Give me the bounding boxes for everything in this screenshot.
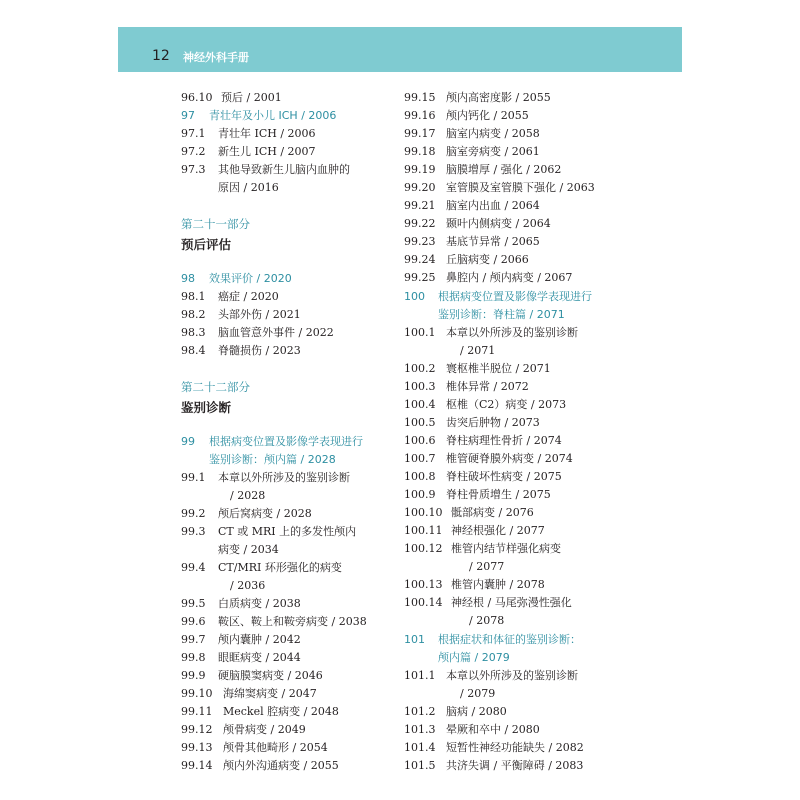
entry-title: 脑病 / 2080 — [446, 705, 507, 718]
entry-number: 99.23 — [404, 235, 436, 248]
entry-number: 100.14 — [404, 596, 443, 609]
entry-number: 100.6 — [404, 434, 436, 447]
entry-number: 99.8 — [181, 651, 206, 664]
entry-number: 99.6 — [181, 615, 206, 628]
entry-title: 脑室内病变 / 2058 — [446, 127, 540, 140]
entry-title: 颞叶内侧病变 / 2064 — [446, 217, 551, 230]
entry-number: 99.11 — [181, 705, 213, 718]
toc-entry-continuation: / 2036 — [230, 579, 266, 592]
toc-entry-continuation: / 2077 — [469, 560, 505, 573]
toc-entry-continuation: / 2079 — [460, 687, 496, 700]
entry-title: 青壮年 ICH / 2006 — [218, 127, 316, 140]
entry-title: 颅内高密度影 / 2055 — [446, 91, 551, 104]
entry-title: 丘脑病变 / 2066 — [446, 253, 529, 266]
entry-title: 头部外伤 / 2021 — [218, 308, 301, 321]
toc-chapter-continuation: 鉴别诊断：脊柱篇 / 2071 — [438, 308, 565, 321]
entry-number: 99.5 — [181, 597, 206, 610]
chapter-number: 101 — [404, 633, 425, 646]
chapter-title: 根据病变位置及影像学表现进行 — [438, 290, 592, 303]
toc-entry-continuation: / 2028 — [230, 489, 266, 502]
part-title[interactable]: 预后评估 — [181, 237, 232, 252]
entry-number: 99.7 — [181, 633, 206, 646]
chapter-number: 100 — [404, 290, 425, 303]
entry-number: 101.5 — [404, 759, 436, 772]
entry-number: 99.12 — [181, 723, 213, 736]
entry-number: 100.9 — [404, 488, 436, 501]
entry-title: 鞍区、鞍上和鞍旁病变 / 2038 — [218, 615, 367, 628]
entry-title: 眼眶病变 / 2044 — [218, 651, 301, 664]
entry-title: 骶部病变 / 2076 — [451, 506, 534, 519]
entry-title: 短暂性神经功能缺失 / 2082 — [446, 741, 584, 754]
entry-title: 齿突后肿物 / 2073 — [446, 416, 540, 429]
entry-title: 颅骨病变 / 2049 — [223, 723, 306, 736]
entry-title: 颅骨其他畸形 / 2054 — [223, 741, 328, 754]
entry-number: 96.10 — [181, 91, 213, 104]
entry-number: 99.18 — [404, 145, 436, 158]
entry-title: 椎管内囊肿 / 2078 — [451, 578, 545, 591]
entry-number: 98.4 — [181, 344, 206, 357]
entry-title: 脊柱破坏性病变 / 2075 — [446, 470, 562, 483]
toc-entry-continuation: / 2078 — [469, 614, 505, 627]
entry-number: 100.10 — [404, 506, 443, 519]
chapter-title: 根据病变位置及影像学表现进行 — [209, 435, 363, 448]
entry-title: 共济失调 / 平衡障碍 / 2083 — [446, 759, 584, 772]
entry-title: 新生儿 ICH / 2007 — [218, 145, 316, 158]
entry-title: 脑室内出血 / 2064 — [446, 199, 540, 212]
part-title[interactable]: 鉴别诊断 — [181, 400, 232, 415]
entry-title: 白质病变 / 2038 — [218, 597, 301, 610]
entry-title: 神经根 / 马尾弥漫性强化 — [451, 596, 572, 609]
entry-title: 椎管硬脊膜外病变 / 2074 — [446, 452, 573, 465]
book-title: 神经外科手册 — [183, 51, 249, 64]
toc-entry-continuation: 病变 / 2034 — [218, 543, 279, 556]
toc-chapter-continuation: 鉴别诊断：颅内篇 / 2028 — [209, 453, 336, 466]
entry-number: 99.14 — [181, 759, 213, 772]
entry-number: 99.1 — [181, 471, 206, 484]
entry-title: 海绵窦病变 / 2047 — [223, 687, 317, 700]
entry-title: 预后 / 2001 — [221, 91, 282, 104]
chapter-title: 青壮年及小儿 ICH / 2006 — [209, 109, 337, 122]
entry-number: 99.16 — [404, 109, 436, 122]
entry-title: 本章以外所涉及的鉴别诊断 — [446, 326, 578, 339]
entry-number: 99.19 — [404, 163, 436, 176]
chapter-number: 99 — [181, 435, 195, 448]
entry-title: 脊柱骨质增生 / 2075 — [446, 488, 551, 501]
entry-title: 椎体异常 / 2072 — [446, 380, 529, 393]
entry-title: 脊髓损伤 / 2023 — [218, 344, 301, 357]
entry-number: 100.1 — [404, 326, 436, 339]
entry-number: 100.7 — [404, 452, 436, 465]
entry-number: 99.9 — [181, 669, 206, 682]
entry-number: 99.22 — [404, 217, 436, 230]
entry-title: Meckel 腔病变 / 2048 — [223, 705, 339, 718]
chapter-number: 98 — [181, 272, 195, 285]
entry-title: 脑室旁病变 / 2061 — [446, 145, 540, 158]
entry-number: 99.10 — [181, 687, 213, 700]
entry-title: 颅内钙化 / 2055 — [446, 109, 529, 122]
chapter-title: 根据症状和体征的鉴别诊断： — [438, 633, 581, 646]
entry-title: 室管膜及室管膜下强化 / 2063 — [446, 181, 595, 194]
entry-title: 本章以外所涉及的鉴别诊断 — [446, 669, 578, 682]
entry-number: 100.8 — [404, 470, 436, 483]
entry-number: 99.25 — [404, 271, 436, 284]
entry-number: 99.2 — [181, 507, 206, 520]
entry-title: 神经根强化 / 2077 — [451, 524, 545, 537]
toc-entry-continuation: / 2071 — [460, 344, 496, 357]
entry-title: 颅内外沟通病变 / 2055 — [223, 759, 339, 772]
entry-number: 100.4 — [404, 398, 436, 411]
entry-number: 99.20 — [404, 181, 436, 194]
entry-title: 其他导致新生儿脑内血肿的 — [218, 163, 350, 176]
entry-number: 99.3 — [181, 525, 206, 538]
entry-number: 100.3 — [404, 380, 436, 393]
toc-entry-continuation: 原因 / 2016 — [218, 181, 279, 194]
entry-title: CT 或 MRI 上的多发性颅内 — [218, 525, 357, 538]
entry-title: 硬脑膜窦病变 / 2046 — [218, 669, 323, 682]
entry-number: 101.2 — [404, 705, 436, 718]
toc-chapter-continuation: 颅内篇 / 2079 — [438, 651, 510, 664]
entry-title: CT/MRI 环形强化的病变 — [218, 561, 342, 574]
entry-title: 晕厥和卒中 / 2080 — [446, 723, 540, 736]
entry-title: 脊柱病理性骨折 / 2074 — [446, 434, 562, 447]
entry-number: 97.3 — [181, 163, 206, 176]
page-number: 12 — [152, 48, 170, 64]
entry-title: 枢椎（C2）病变 / 2073 — [446, 398, 567, 411]
part-label: 第二十二部分 — [181, 380, 250, 394]
entry-number: 99.17 — [404, 127, 436, 140]
chapter-number: 97 — [181, 109, 195, 122]
entry-number: 99.21 — [404, 199, 436, 212]
entry-title: 鼻腔内 / 颅内病变 / 2067 — [446, 271, 573, 284]
entry-title: 椎管内结节样强化病变 — [451, 542, 561, 555]
entry-number: 97.1 — [181, 127, 206, 140]
entry-title: 脑血管意外事件 / 2022 — [218, 326, 334, 339]
entry-number: 99.13 — [181, 741, 213, 754]
entry-number: 101.3 — [404, 723, 436, 736]
entry-number: 98.3 — [181, 326, 206, 339]
part-label: 第二十一部分 — [181, 217, 250, 231]
entry-number: 97.2 — [181, 145, 206, 158]
entry-number: 100.2 — [404, 362, 436, 375]
entry-number: 101.4 — [404, 741, 436, 754]
entry-title: 脑膜增厚 / 强化 / 2062 — [446, 163, 562, 176]
entry-number: 100.5 — [404, 416, 436, 429]
entry-title: 颅内囊肿 / 2042 — [218, 633, 301, 646]
chapter-title: 效果评价 / 2020 — [209, 272, 292, 285]
entry-number: 100.13 — [404, 578, 443, 591]
entry-number: 98.1 — [181, 290, 206, 303]
entry-title: 癌症 / 2020 — [218, 290, 279, 303]
entry-number: 99.4 — [181, 561, 206, 574]
entry-title: 颅后窝病变 / 2028 — [218, 507, 312, 520]
entry-number: 100.12 — [404, 542, 443, 555]
entry-number: 99.24 — [404, 253, 436, 266]
entry-number: 101.1 — [404, 669, 436, 682]
entry-number: 100.11 — [404, 524, 443, 537]
entry-title: 基底节异常 / 2065 — [446, 235, 540, 248]
entry-number: 98.2 — [181, 308, 206, 321]
entry-title: 本章以外所涉及的鉴别诊断 — [218, 471, 350, 484]
entry-number: 99.15 — [404, 91, 436, 104]
entry-title: 寰枢椎半脱位 / 2071 — [446, 362, 551, 375]
